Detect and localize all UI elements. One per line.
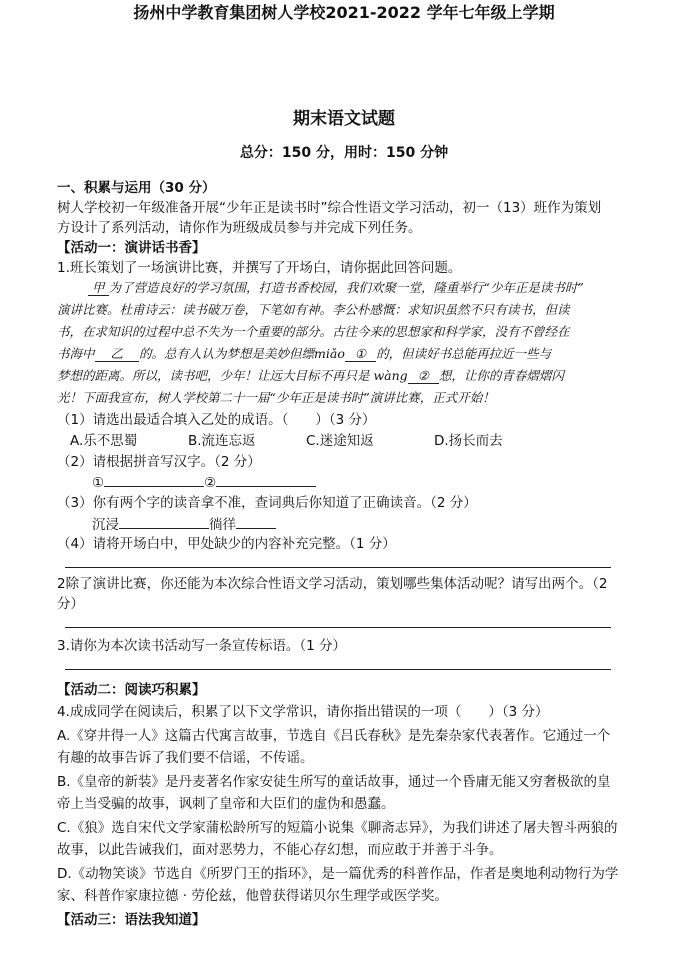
passage-line4-a: 书海中 (57, 346, 95, 361)
sub2-stem: （2）请根据拼音写汉字。（2 分） (57, 454, 261, 470)
sub2-blank1-label: ① (92, 475, 105, 491)
option-a[interactable]: A.乐不思蜀 (70, 433, 138, 449)
exam-title-line1: 扬州中学教育集团树人学校2021-2022 学年七年级上学期 (133, 3, 555, 22)
activity1-heading: 【活动一：演讲话书香】 (57, 240, 206, 256)
sub2-blank1[interactable] (104, 472, 204, 487)
passage-line1-text: 为了营造良好的学习氛围，打造书香校园，我们欢聚一堂，隆重举行“少年正是读书时” (108, 280, 584, 295)
q4-option-a-line1: A.《穿井得一人》这篇古代寓言故事，节选自《吕氏春秋》是先秦杂家代表著作。它通过一个 (57, 728, 611, 744)
passage-line5-a: 梦想的距离。所以，读书吧，少年！让远大目标不再只是 wàng (57, 368, 408, 383)
intro-line2: 方设计了系列活动，请你作为班级成员参与并完成下列任务。 (57, 220, 422, 236)
sub3-words (92, 514, 276, 535)
section1-heading: 一、积累与运用（30 分） (57, 180, 216, 196)
option-c[interactable]: C.迷途知返 (306, 433, 374, 449)
exam-title-line2: 期末语文试题 (293, 109, 395, 129)
sub1-stem: （1）请选出最适合填入乙处的成语。（ ）（3 分） (57, 412, 376, 428)
sub4-stem: （4）请将开场白中，甲处缺少的内容补充完整。（1 分） (57, 536, 396, 552)
q3: 3.请你为本次读书活动写一条宣传标语。（1 分） (57, 638, 347, 654)
blank-1[interactable]: ① (345, 346, 376, 362)
option-b[interactable]: B.流连忘返 (188, 433, 256, 449)
intro-line1: 树人学校初一年级准备开展“少年正是读书时”综合性语文学习活动，初一（13）班作为策划 (57, 200, 602, 216)
q2-line2: 分） (57, 596, 84, 612)
passage-line6: 光！下面我宣布，树人学校第二十一届“少年正是读书时”演讲比赛，正式开始！ (57, 390, 495, 405)
sub3-stem: （3）你有两个字的读音拿不准，查词典后你知道了正确读音。（2 分） (57, 495, 477, 511)
sub2-blank2[interactable] (216, 472, 316, 487)
q4-stem: 4.成成同学在阅读后，积累了以下文学常识，请你指出错误的一项（ ）（3 分） (57, 704, 549, 720)
blank-yi[interactable]: 乙 (95, 346, 140, 362)
q4-option-d-line2: 家、科普作家康拉德 · 劳伦兹，他曾获得诺贝尔生理学或医学奖。 (57, 888, 448, 904)
q4-option-b-line2: 帝上当受骗的故事，讽刺了皇帝和大臣们的虚伪和愚蠢。 (57, 796, 395, 812)
activity2-heading: 【活动二：阅读巧积累】 (57, 682, 206, 698)
sub2-blank2-label: ② (204, 475, 217, 491)
exam-meta: 总分：150 分，用时：150 分钟 (239, 145, 449, 161)
q2-line1: 2除了演讲比赛，你还能为本次综合性语文学习活动，策划哪些集体活动呢？请写出两个。（2 (57, 576, 608, 592)
answer-line-q2[interactable] (65, 627, 611, 628)
sub3-blank2[interactable] (236, 514, 276, 529)
passage-line4-b: 的。总有人认为梦想是美妙但缥miǎo (139, 346, 345, 361)
option-d[interactable]: D.扬长而去 (434, 433, 503, 449)
word-chenjin: 沉浸 (92, 517, 119, 533)
blank-jia[interactable]: 甲 (88, 280, 109, 296)
passage-line5 (57, 366, 564, 386)
answer-line-sub4[interactable] (65, 567, 611, 568)
passage-line1 (88, 278, 584, 298)
q4-option-d-line1: D.《动物笑谈》节选自《所罗门王的指环》，是一篇优秀的科普作品，作者是奥地利动物行为学 (57, 866, 619, 882)
sub3-blank1[interactable] (119, 514, 209, 529)
word-changyang: 徜徉 (209, 517, 236, 533)
answer-line-q3[interactable] (65, 669, 611, 670)
q4-option-c-line1: C.《狼》选自宋代文学家蒲松龄所写的短篇小说集《聊斋志异》，为我们讲述了屠夫智斗两狼的 (57, 820, 618, 836)
passage-line4 (57, 344, 551, 364)
blank-2[interactable]: ② (408, 368, 439, 384)
passage-line4-c: 的，但读好书总能再拉近一些与 (376, 346, 552, 361)
sub1-options (70, 431, 503, 451)
passage-line5-b: 想，让你的青春熠熠闪 (438, 368, 564, 383)
q1-stem: 1.班长策划了一场演讲比赛，并撰写了开场白，请你据此回答问题。 (57, 260, 462, 276)
q4-option-b-line1: B.《皇帝的新装》是丹麦著名作家安徒生所写的童话故事，通过一个昏庸无能又穷奢极欲的皇 (57, 774, 611, 790)
q4-option-a-line2: 有趣的故事告诉了我们要不信谣，不传谣。 (57, 750, 314, 766)
q4-option-c-line2: 故事，以此告诫我们，面对恶势力，不能心存幻想，而应敢于并善于斗争。 (57, 842, 503, 858)
passage-line3: 书，在求知识的过程中总不失为一个重要的部分。古往今来的思想家和科学家，没有不曾经在 (57, 324, 570, 339)
passage-line2: 演讲比赛。杜甫诗云：读书破万卷，下笔如有神。李公朴感慨：求知识虽然不只有读书，但读 (57, 302, 570, 317)
sub2-blanks (92, 472, 316, 493)
activity3-heading: 【活动三：语法我知道】 (57, 912, 206, 928)
